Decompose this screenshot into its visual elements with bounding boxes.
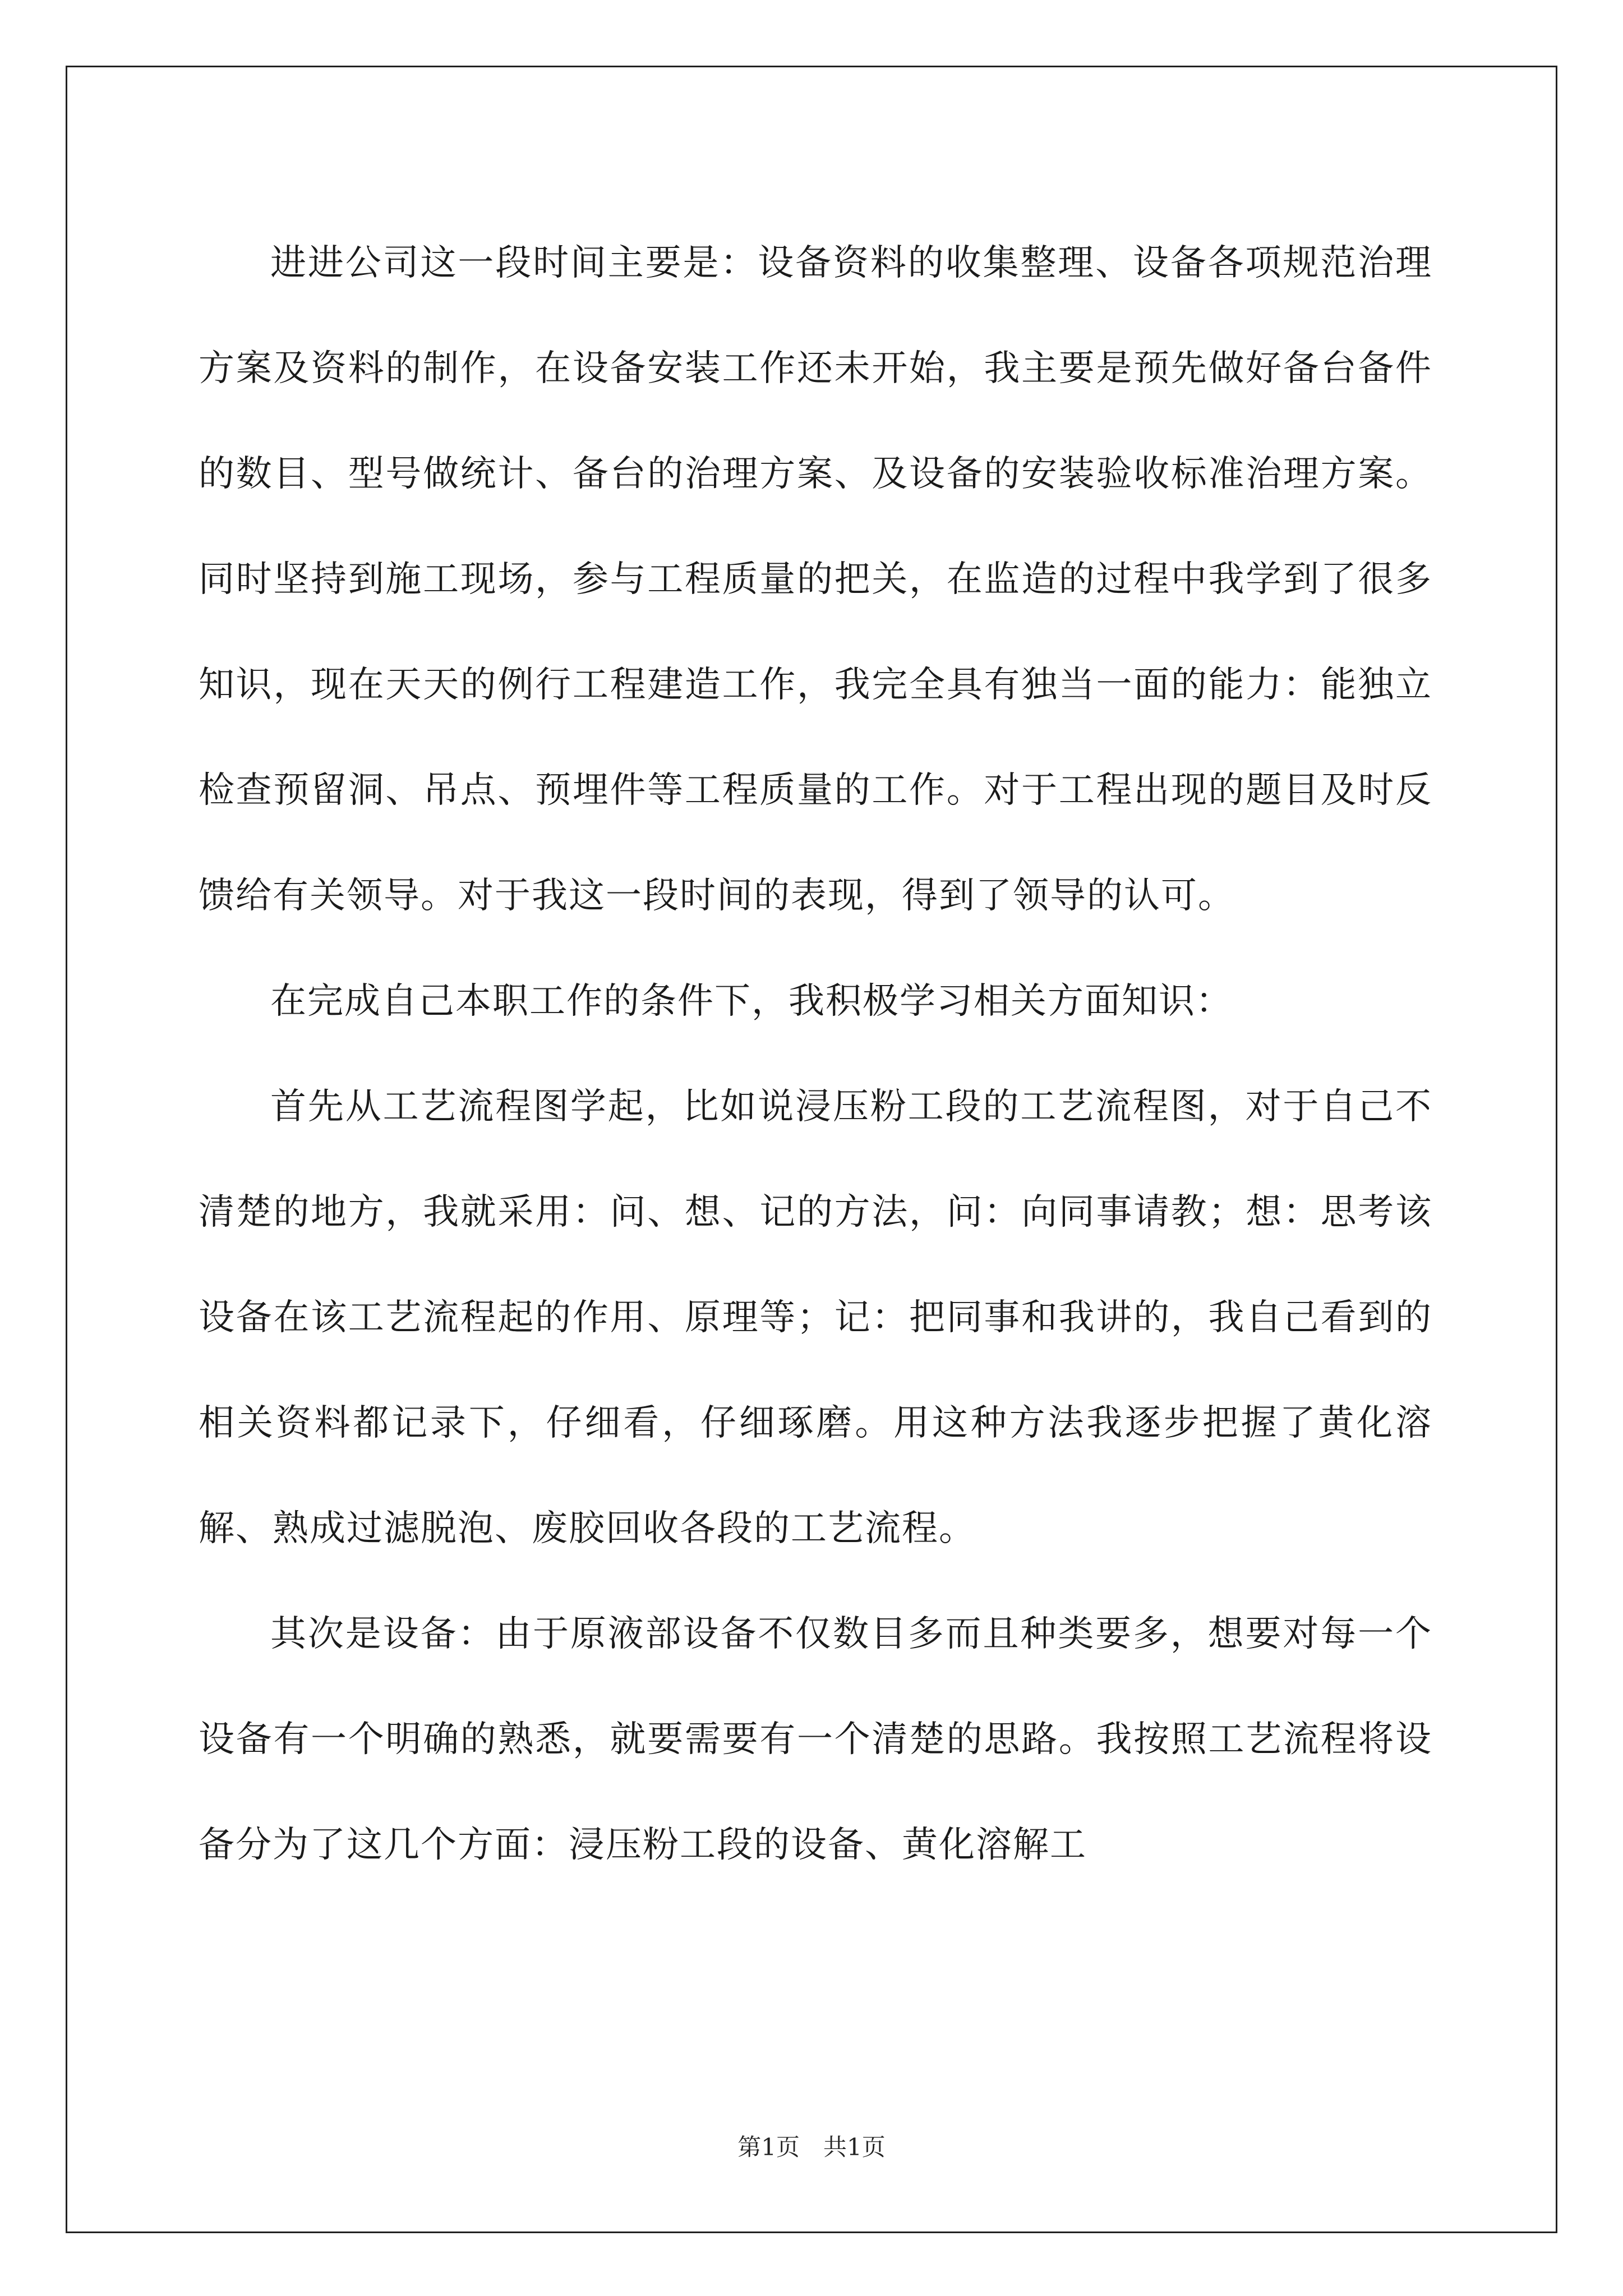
paragraph-2: 在完成自己本职工作的条件下，我积极学习相关方面知识： bbox=[270, 981, 1233, 1022]
paragraph-4: 其次是设备：由于原液部设备不仅数目多而且种类要多，想要对每一个设备有一个明确的熟悉，就要需要有一个清楚的思路。我按照工艺流程将设备分为了这几个方面：浸压粉工段的设备、黄化溶解工 bbox=[199, 1613, 1432, 1866]
paragraph-1: 进进公司这一段时间主要是：设备资料的收集整理、设备各项规范治理方案及资料的制作，在设备安装工作还未开始，我主要是预先做好备台备件的数目、型号做统计、备台的治理方案、及设备的安装验收标准治理方案。同时坚持到施工现场，参与工程质量的把关，在监造的过程中我学到了很多知识，现在天天的例行工程建造工作，我完全具有独当一面的能力：能独立检查预留洞、吊点、预埋件等工程质量的工作。对于工程出现的题目及时反馈给有关领导。对于我这一段时间的表现，得到了领导的认可。 bbox=[199, 242, 1432, 917]
paragraph-3: 首先从工艺流程图学起，比如说浸压粉工段的工艺流程图，对于自己不清楚的地方，我就采用：问、想、记的方法，问：向同事请教；想：思考该设备在该工艺流程起的作用、原理等；记：把同事和我讲的，我自己看到的相关资料都记录下，仔细看，仔细琢磨。用这种方法我逐步把握了黄化溶解、熟成过滤脱泡、废胶回收各段的工艺流程。 bbox=[199, 1086, 1432, 1549]
document-body bbox=[199, 210, 1432, 1898]
page-footer: 第1页 共1页 bbox=[737, 2133, 886, 2161]
